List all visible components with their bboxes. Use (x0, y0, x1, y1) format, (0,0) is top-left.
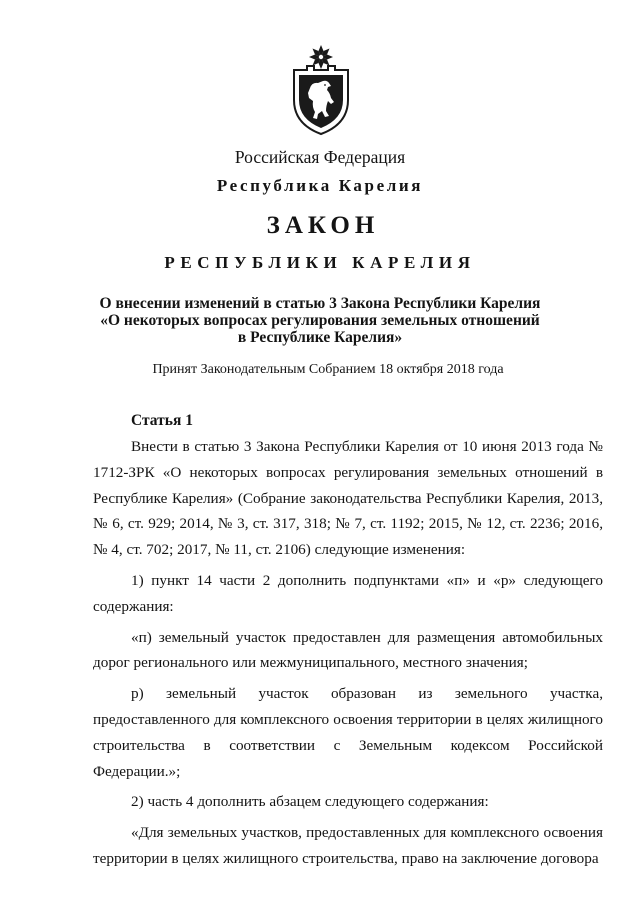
adoption-note: Принят Законодательным Собранием 18 октября 2018 года (152, 362, 504, 377)
article-body (93, 434, 603, 877)
article-heading: Статья 1 (131, 412, 193, 429)
law-title-line: О внесении изменений в статью 3 Закона Республики Карелия (99, 295, 541, 312)
article-paragraph: р) земельный участок образован из земельного участка, предоставленного для комплексного освоения территории в целях жилищного строительства в соответствии с Земельным кодексом Российской Федерации.»; (93, 685, 603, 780)
article-paragraph: «Для земельных участков, предоставленных для комплексного освоения территории в целях жилищного строительства, право на заключение договора (93, 824, 603, 867)
article-paragraph: 2) часть 4 дополнить абзацем следующего содержания: (131, 793, 489, 811)
law-title-line: в Республике Карелия» (237, 329, 403, 346)
law-title (0, 295, 640, 346)
law-title-line: «О некоторых вопросах регулирования земельных отношений (100, 312, 540, 329)
document-type-subtitle: РЕСПУБЛИКИ КАРЕЛИЯ (164, 253, 476, 272)
article-paragraph: «п) земельный участок предоставлен для размещения автомобильных дорог регионального или межмуниципального, местного значения; (93, 628, 603, 672)
article-paragraph: 1) пункт 14 части 2 дополнить подпунктами «п» и «р» следующего содержания: (93, 571, 603, 615)
document-type: ЗАКОН (266, 212, 380, 239)
country-name: Российская Федерация (234, 147, 406, 167)
republic-name: Республика Карелия (216, 176, 424, 195)
karelia-coat-of-arms-icon (290, 44, 352, 136)
article-paragraph: Внести в статью 3 Закона Республики Карелия от 10 июня 2013 года № 1712-ЗРК «О некоторых вопросах регулирования земельных отношений в Республике Карелия» (Собрание законодательства Республики Карелия, 2013, № 6, ст. 929; 2014, № 3, ст. 317, 318; № 7, ст. 1192; 2015, № 12, ст. 2236; 2016, № 4, ст. 702; 2017, № 11, ст. 2106) следующие изменения: (93, 438, 603, 559)
